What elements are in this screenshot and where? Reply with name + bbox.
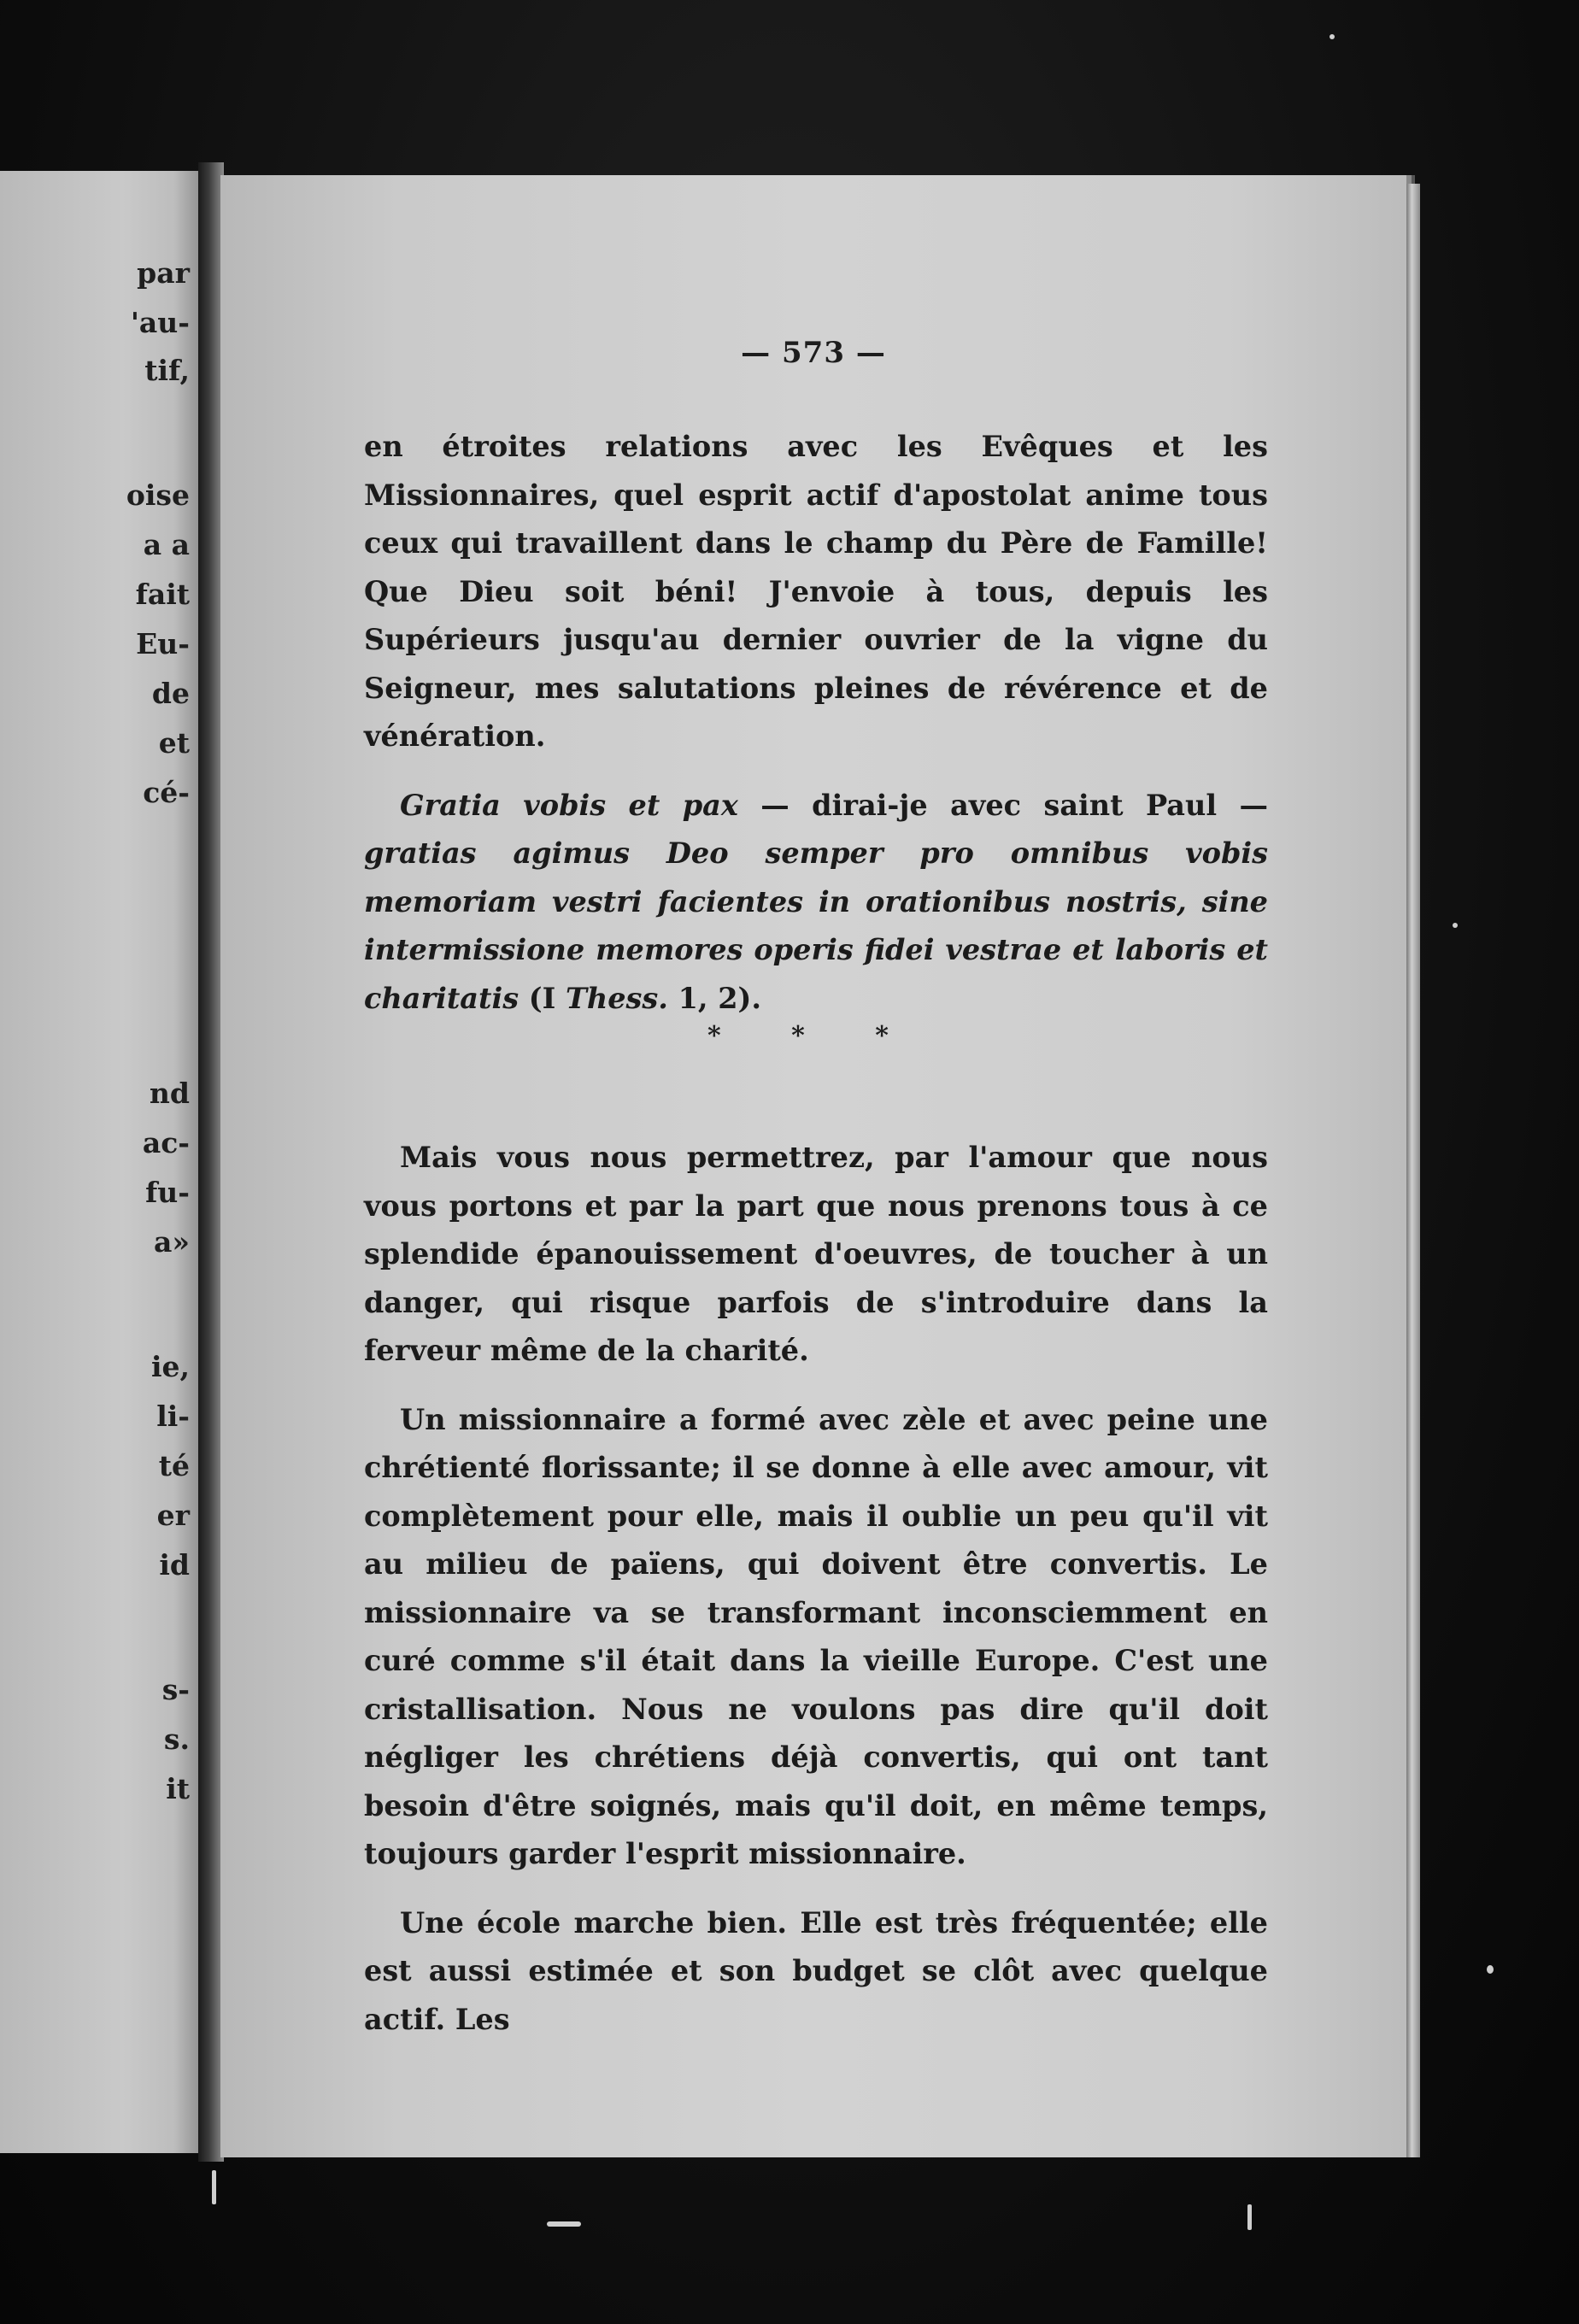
- page-edge: [1406, 184, 1420, 2157]
- left-page-line-fragment: et: [158, 726, 190, 760]
- dust-speck: [1487, 1965, 1494, 1974]
- paragraph-latin-quote: [364, 782, 1268, 1024]
- dust-speck: [547, 2221, 581, 2227]
- left-facing-page: [0, 171, 205, 2153]
- left-page-line-fragment: er: [156, 1499, 190, 1532]
- left-page-line-fragment: a a: [143, 528, 190, 561]
- citation-open: (I: [519, 981, 566, 1015]
- dust-speck: [1330, 34, 1335, 39]
- latin-greeting: Gratia vobis et pax: [400, 788, 738, 822]
- left-page-line-fragment: ie,: [150, 1350, 190, 1383]
- left-page-line-fragment: li-: [156, 1400, 190, 1433]
- left-page-line-fragment: Eu-: [136, 627, 190, 660]
- dust-speck: [212, 2170, 216, 2204]
- left-page-line-fragment: a»: [153, 1225, 190, 1259]
- section-separator: * * *: [707, 1021, 919, 1051]
- left-page-line-fragment: id: [159, 1548, 190, 1582]
- left-page-line-fragment: tif,: [144, 354, 190, 387]
- left-page-line-fragment: it: [166, 1772, 190, 1805]
- left-page-line-fragment: fu-: [145, 1176, 190, 1209]
- left-page-line-fragment: s-: [161, 1673, 190, 1706]
- top-text-block: [364, 423, 1268, 1023]
- bottom-text-block: [364, 1134, 1268, 2044]
- left-page-line-fragment: ac-: [142, 1126, 190, 1159]
- left-page-line-fragment: 'au-: [130, 306, 190, 339]
- left-page-line-fragment: s.: [163, 1722, 190, 1756]
- left-page-line-fragment: oise: [126, 478, 190, 512]
- paragraph-danger: Mais vous nous permettrez, par l'amour que nous vous portons et par la part que nous prenons tous à ce splendide épanouissement d'oeuvres, de toucher à un danger, qui risque parfois de s'introduire dans la ferveur même de la charité.: [364, 1141, 1268, 1367]
- left-page-line-fragment: té: [158, 1449, 190, 1482]
- left-page-line-fragment: par: [137, 256, 190, 290]
- left-page-line-fragment: fait: [135, 578, 190, 611]
- latin-quote: gratias agimus Deo semper pro omnibus vobis memoriam vestri facientes in orationibus nostris, sine intermissione memores operis fidei vestrae et laboris et charitatis: [364, 836, 1268, 1015]
- left-page-line-fragment: de: [151, 677, 190, 710]
- right-page: [220, 175, 1406, 2157]
- paragraph-continuation: en étroites relations avec les Evêques et les Missionnaires, quel esprit actif d'apostolat anime tous ceux qui travaillent dans le champ du Père de Famille! Que Dieu soit béni! J'envoie à tous, depuis les Supérieurs jusqu'au dernier ouvrier de la vigne du Seigneur, mes salutations pleines de révérence et de vénération.: [364, 430, 1268, 753]
- quote-attribution: — dirai-je avec saint Paul —: [737, 788, 1268, 822]
- left-page-line-fragment: cé-: [143, 776, 190, 809]
- left-page-line-fragment: nd: [149, 1077, 190, 1110]
- paragraph-missionary: Un missionnaire a formé avec zèle et avec peine une chrétienté florissante; il se donne à elle avec amour, vit complètement pour elle, mais il oublie un peu qu'il vit au milieu de païens, qui doivent être convertis. Le missionnaire va se transformant inconsciemment en curé comme s'il était dans la vieille Europe. C'est une cristallisation. Nous ne voulons pas dire qu'il doit négliger les chrétiens déjà convertis, qui ont tant besoin d'être soignés, mais qu'il doit, en même temps, toujours garder l'esprit missionnaire.: [364, 1402, 1268, 1870]
- citation-ref: 1, 2).: [667, 981, 762, 1015]
- page-number: — 573 —: [741, 336, 886, 370]
- dust-speck: [1453, 923, 1458, 928]
- citation-book: Thess.: [565, 981, 668, 1015]
- paragraph-school: Une école marche bien. Elle est très fréquentée; elle est aussi estimée et son budget se clôt avec quelque actif. Les: [364, 1905, 1268, 2036]
- dust-speck: [1247, 2204, 1252, 2230]
